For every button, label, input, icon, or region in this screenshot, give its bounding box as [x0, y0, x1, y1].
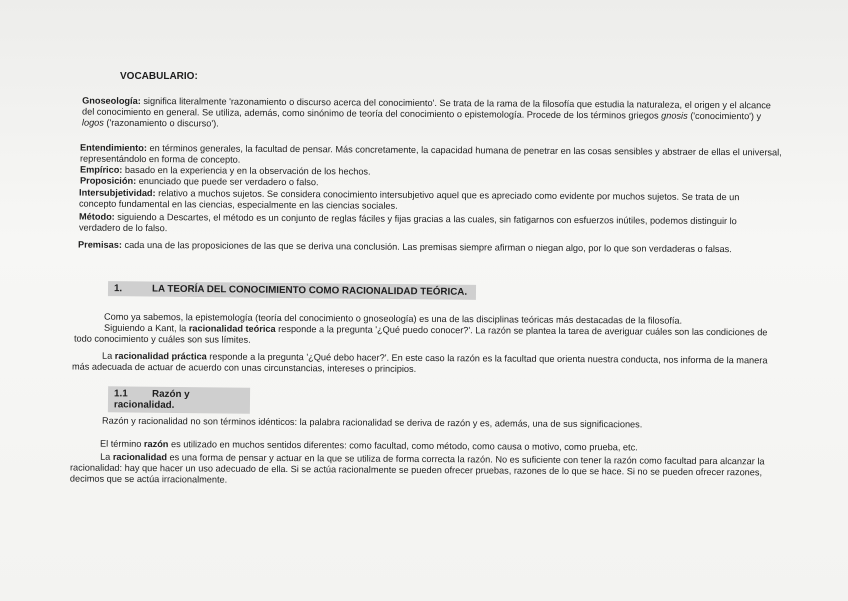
term-text: basado en la experiencia y en la observación de los hechos. — [122, 164, 371, 177]
para-text: es una forma de pensar y actuar en la que se utiliza de forma correcta la razón. No es suficiente con tener la razón como facultad para alcanzar la racionalidad: hay que hacer un uso adecuado de ella. Si se actúa racionalmente se pueden ofrecer pruebas, razones de lo que se hace. Si no se pueden ofrecer razones, decimos que se actúa irracionalmente. — [69, 452, 765, 485]
term-premisas — [78, 240, 778, 256]
para-text: La — [102, 350, 115, 361]
para-text: responde a la pregunta '¿Qué debo hacer?'. En este caso la razón es la facultad que orienta nuestra conducta, nos informa de la manera más adecuada de actuar de acuerdo con unas circunstancias, intereses o principios. — [71, 351, 768, 374]
term-label: Premisas: — [77, 239, 122, 250]
para-bold: razón — [143, 438, 169, 450]
term-label: Método: — [79, 211, 115, 222]
section-1-1-heading — [108, 386, 250, 413]
term-text: significa literalmente 'razonamiento o discurso acerca del conocimiento'. Se trata de la rama de la filosofía que estudia la naturaleza, el origen y el alcance del conocimiento en general. Se utiliza, además, como sinónimo de teoría del conocimiento o epistemología. Procede de los términos griegos — [81, 95, 771, 121]
section-1-heading — [108, 281, 476, 300]
para-text: La — [100, 451, 113, 462]
section-title: LA TEORÍA DEL CONOCIMIENTO COMO RACIONALIDAD TEÓRICA. — [151, 283, 468, 298]
term-text: cada una de las proposiciones de las que se deriva una conclusión. Las premisas siempre afirman o niegan algo, por lo que son verdaderas o falsas. — [121, 239, 732, 255]
term-text: enunciado que puede ser verdadero o falso. — [136, 175, 319, 188]
term-intersubjetividad — [79, 188, 779, 215]
term-label: Gnoseología: — [82, 95, 141, 106]
para-bold: racionalidad teórica — [188, 323, 276, 334]
term-label: Entendimiento: — [80, 142, 147, 154]
section-1-1-paragraph-3 — [70, 452, 776, 490]
term-metodo — [79, 212, 779, 239]
vocabulary-title: VOCABULARIO: — [120, 71, 198, 82]
para-bold: racionalidad — [112, 451, 168, 463]
para-text: Siguiendo a Kant, la — [104, 322, 189, 334]
para-text: El término — [99, 438, 144, 449]
term-text: relativo a muchos sujetos. Se considera conocimiento intersubjetivo aquel que es apreciado como evidente por muchos sujetos. Se trata de un concepto fundamental en las ciencias, especialmente en las ciencias sociales. — [78, 188, 740, 211]
term-italic: gnosis — [661, 110, 688, 121]
section-1-paragraph-2 — [74, 323, 780, 350]
term-label: Proposición: — [79, 175, 137, 186]
term-text: ('razonamiento o discurso'). — [103, 117, 219, 129]
term-label: Empírico: — [79, 164, 123, 175]
section-1-paragraph-3 — [72, 351, 780, 378]
term-text: en términos generales, la facultad de pensar. Más concretamente, la capacidad humana de penetrar en las cosas sensibles y abstraer de ellas el universal, representándolo en forma de concepto. — [79, 143, 782, 165]
para-text: responde a la pregunta '¿Qué puedo conocer?'. La razón se plantea la tarea de averiguar cuáles son las condiciones de todo conocimiento y cuáles son sus límites. — [73, 323, 768, 345]
section-1-paragraph-1: Como ya sabemos, la epistemología (teoría del conocimiento o gnoseología) es una de las disciplinas teóricas más destacadas de la filosofía. — [103, 311, 683, 326]
term-text: siguiendo a Descartes, el método es un conjunto de reglas fáciles y fijas gracias a las cuales, sin fatigarnos con esfuerzos inútiles, podemos distinguir lo verdadero de lo falso. — [78, 211, 737, 234]
section-number: 1.1 — [114, 388, 128, 400]
para-text: es utilizado en muchos sentidos diferentes: como facultad, como método, como causa o motivo, como prueba, etc. — [168, 439, 638, 453]
section-title: Razón y racionalidad. — [113, 388, 190, 411]
term-label: Intersubjetividad: — [79, 187, 156, 199]
term-gnoseologia — [82, 96, 782, 134]
section-number: 1. — [113, 283, 123, 295]
para-bold: racionalidad práctica — [114, 350, 207, 362]
term-italic: logos — [81, 117, 104, 128]
term-text: ('conocimiento') y — [687, 110, 762, 122]
section-1-1-paragraph-1: Razón y racionalidad no son términos idénticos: la palabra racionalidad se deriva de razón y es, además, una de sus significaciones. — [101, 415, 643, 430]
